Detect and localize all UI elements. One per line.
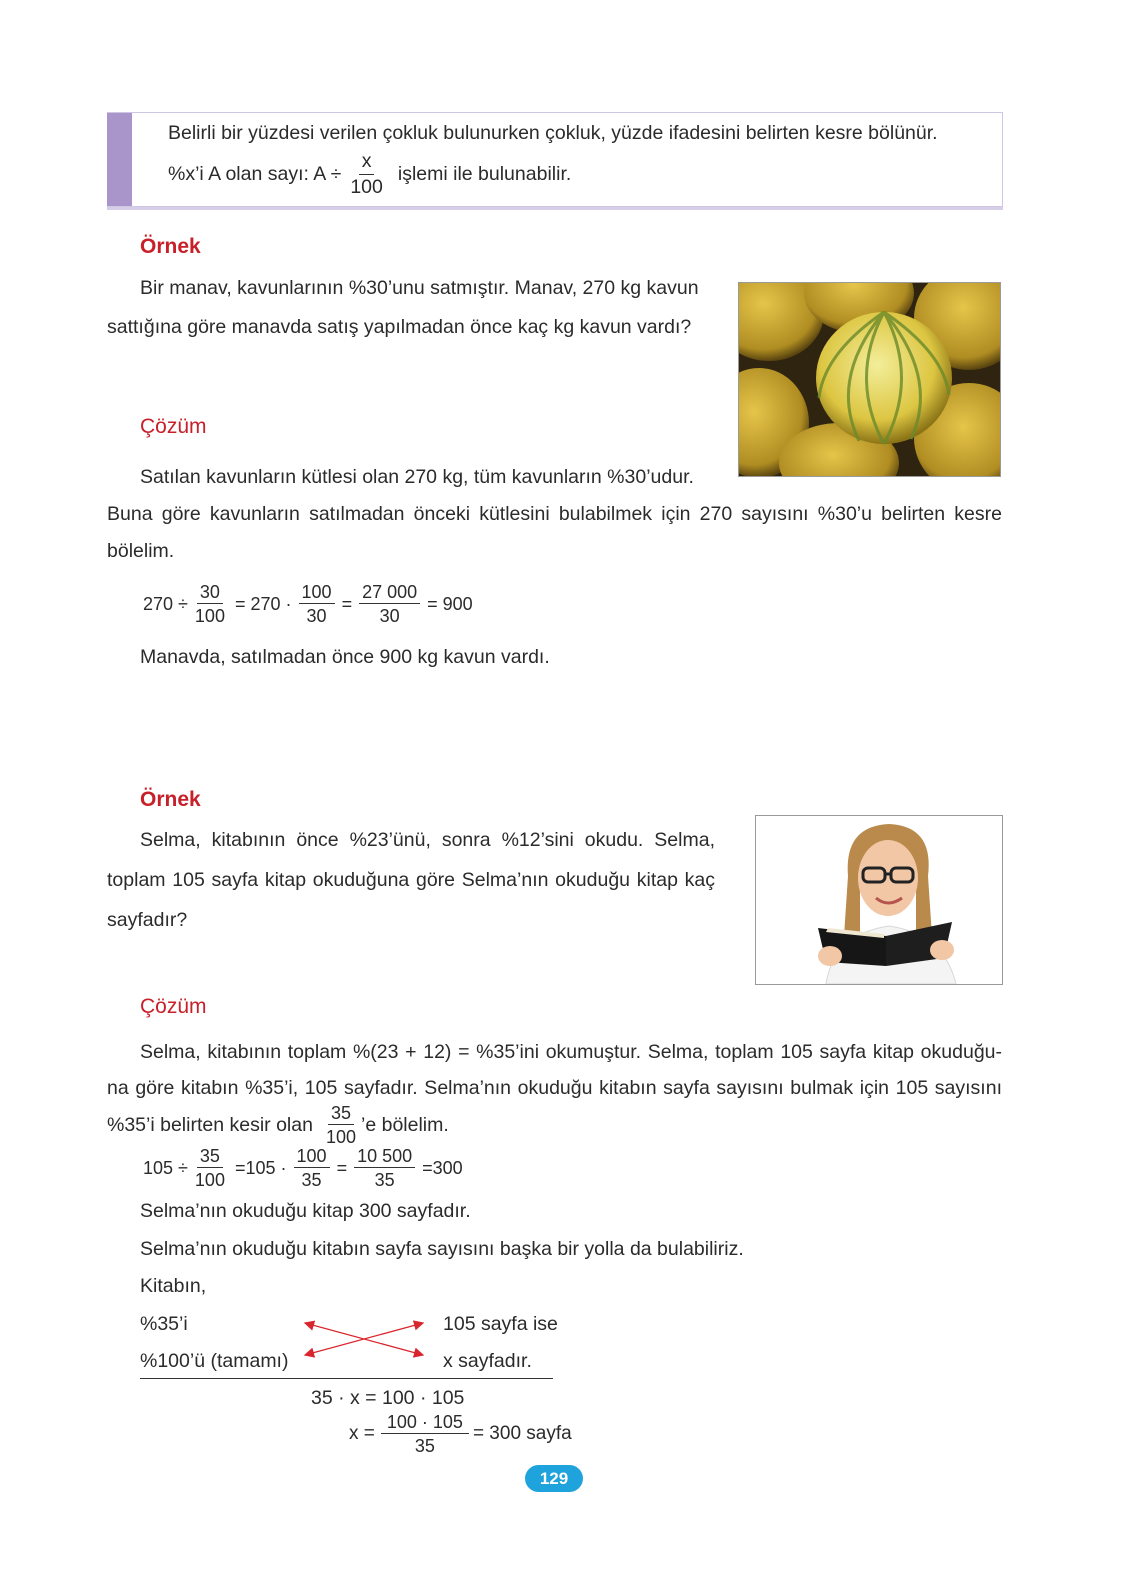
proportion-right-1: 105 sayfa ise: [443, 1313, 558, 1335]
rule-fraction-numerator: x: [359, 152, 375, 175]
s-line3-prefix: %35’i belirten kesir olan: [107, 1113, 313, 1136]
example-1-solution-heading: Çözüm: [140, 415, 207, 438]
eq2-term-1: 105 ÷: [143, 1157, 188, 1178]
eq2-term-3: =: [336, 1157, 348, 1178]
example-2-equation: [143, 1147, 466, 1189]
example-2-question-line-2: toplam 105 sayfa kitap okuduğuna göre Selma’nın okuduğu kitap kaç: [107, 869, 715, 891]
example-2-solution-line-1: Selma, kitabının toplam %(23 + 12) = %35’ini okumuştur. Selma, toplam 105 sayfa kitap okuduğu-: [140, 1041, 1002, 1063]
eq1-fraction-2-num: 100: [299, 583, 335, 604]
rule-line-2: [168, 152, 571, 197]
rule-prefix: %x’i A olan sayı: A ÷: [168, 163, 342, 185]
kitabin-label: Kitabın,: [140, 1275, 207, 1297]
final-eq-prefix: x =: [349, 1423, 375, 1444]
example-2-question-line-3: sayfadır?: [107, 909, 188, 931]
eq1-fraction-2-den: 30: [306, 606, 327, 626]
rule-fraction-denominator: 100: [350, 175, 383, 198]
final-eq-fraction: [381, 1413, 469, 1455]
rule-line-1: Belirli bir yüzdesi verilen çokluk bulunurken çokluk, yüzde ifadesini belirten kesre bölünür.: [168, 122, 938, 144]
eq2-fraction-2-den: 35: [301, 1170, 322, 1190]
eq1-fraction-1-num: 30: [197, 583, 223, 604]
eq1-term-3: =: [341, 593, 353, 614]
girl-reading-photo: [755, 815, 1003, 985]
eq2-fraction-1: [192, 1147, 228, 1189]
eq1-fraction-2: [299, 583, 335, 625]
eq1-fraction-3-num: 27 000: [359, 583, 420, 604]
s-line3-fraction-num: 35: [328, 1104, 354, 1125]
example-2-solution-heading: Çözüm: [140, 995, 207, 1018]
eq2-fraction-2: [294, 1147, 330, 1189]
example-2-solution-line-2: na göre kitabın %35’i, 105 sayfadır. Selma’nın okuduğu kitabın sayfa sayısını bulmak için 105 sayısını: [107, 1077, 1002, 1099]
rule-box-accent-bar: [107, 113, 132, 206]
eq1-term-4: = 900: [427, 593, 473, 614]
example-1-question-line-1: Bir manav, kavunlarının %30’unu satmıştır. Manav, 270 kg kavun: [140, 277, 699, 299]
eq2-term-4: =300: [422, 1157, 463, 1178]
eq1-fraction-3: [359, 583, 420, 625]
example-1-heading: Örnek: [140, 235, 201, 258]
final-eq-fraction-num: 100 · 105: [381, 1413, 469, 1434]
eq1-term-2: = 270 ·: [234, 593, 292, 614]
final-equation: [349, 1413, 572, 1455]
proportion-left-1: %35’i: [140, 1313, 188, 1335]
proportion-divider: [140, 1378, 553, 1379]
page-number-badge: 129: [525, 1465, 583, 1492]
rule-suffix: işlemi ile bulunabilir.: [397, 163, 572, 185]
melons-illustration: [739, 283, 1000, 476]
cross-equation: 35 · x = 100 · 105: [311, 1387, 465, 1409]
eq1-fraction-3-den: 30: [379, 606, 400, 626]
s-line3-suffix: ’e bölelim.: [361, 1113, 449, 1136]
proportion-right-2: x sayfadır.: [443, 1350, 532, 1372]
eq1-fraction-1: [192, 583, 228, 625]
eq2-term-2: =105 ·: [234, 1157, 287, 1178]
cross-multiply-arrows: [295, 1315, 435, 1365]
example-1-answer: Manavda, satılmadan önce 900 kg kavun vardı.: [140, 646, 550, 668]
eq2-fraction-3-num: 10 500: [354, 1147, 415, 1168]
eq2-fraction-1-den: 100: [194, 1170, 225, 1190]
example-2-answer-1: Selma’nın okuduğu kitap 300 sayfadır.: [140, 1200, 471, 1222]
example-1-solution-line-1: Satılan kavunların kütlesi olan 270 kg, tüm kavunların %30’udur.: [140, 466, 694, 488]
example-2-answer-2: Selma’nın okuduğu kitabın sayfa sayısını başka bir yolla da bulabiliriz.: [140, 1238, 744, 1260]
s-line3-fraction-den: 100: [325, 1127, 356, 1147]
eq2-fraction-3-den: 35: [374, 1170, 395, 1190]
eq1-fraction-1-den: 100: [194, 606, 225, 626]
proportion-left-2: %100’ü (tamamı): [140, 1350, 289, 1372]
example-2-heading: Örnek: [140, 788, 201, 811]
eq2-fraction-3: [354, 1147, 415, 1189]
rule-fraction: [347, 152, 386, 197]
s-line3-fraction: [323, 1104, 359, 1146]
eq1-term-1: 270 ÷: [143, 593, 188, 614]
example-2-question-line-1: Selma, kitabının önce %23’ünü, sonra %12’sini okudu. Selma,: [140, 829, 715, 851]
final-eq-fraction-den: 35: [414, 1436, 435, 1456]
eq2-fraction-2-num: 100: [294, 1147, 330, 1168]
example-1-question-line-2: sattığına göre manavda satış yapılmadan önce kaç kg kavun vardı?: [107, 316, 692, 338]
melons-photo: [738, 282, 1001, 477]
example-1-solution-line-2: Buna göre kavunların satılmadan önceki kütlesini bulabilmek için 270 sayısını %30’u belirten kesre: [107, 503, 1002, 525]
example-2-solution-line-3: [107, 1104, 449, 1146]
example-1-solution-line-3: bölelim.: [107, 540, 175, 562]
girl-reading-illustration: [756, 816, 1002, 984]
eq2-fraction-1-num: 35: [197, 1147, 223, 1168]
final-eq-suffix: = 300 sayfa: [472, 1423, 572, 1444]
example-1-equation: [143, 583, 476, 625]
